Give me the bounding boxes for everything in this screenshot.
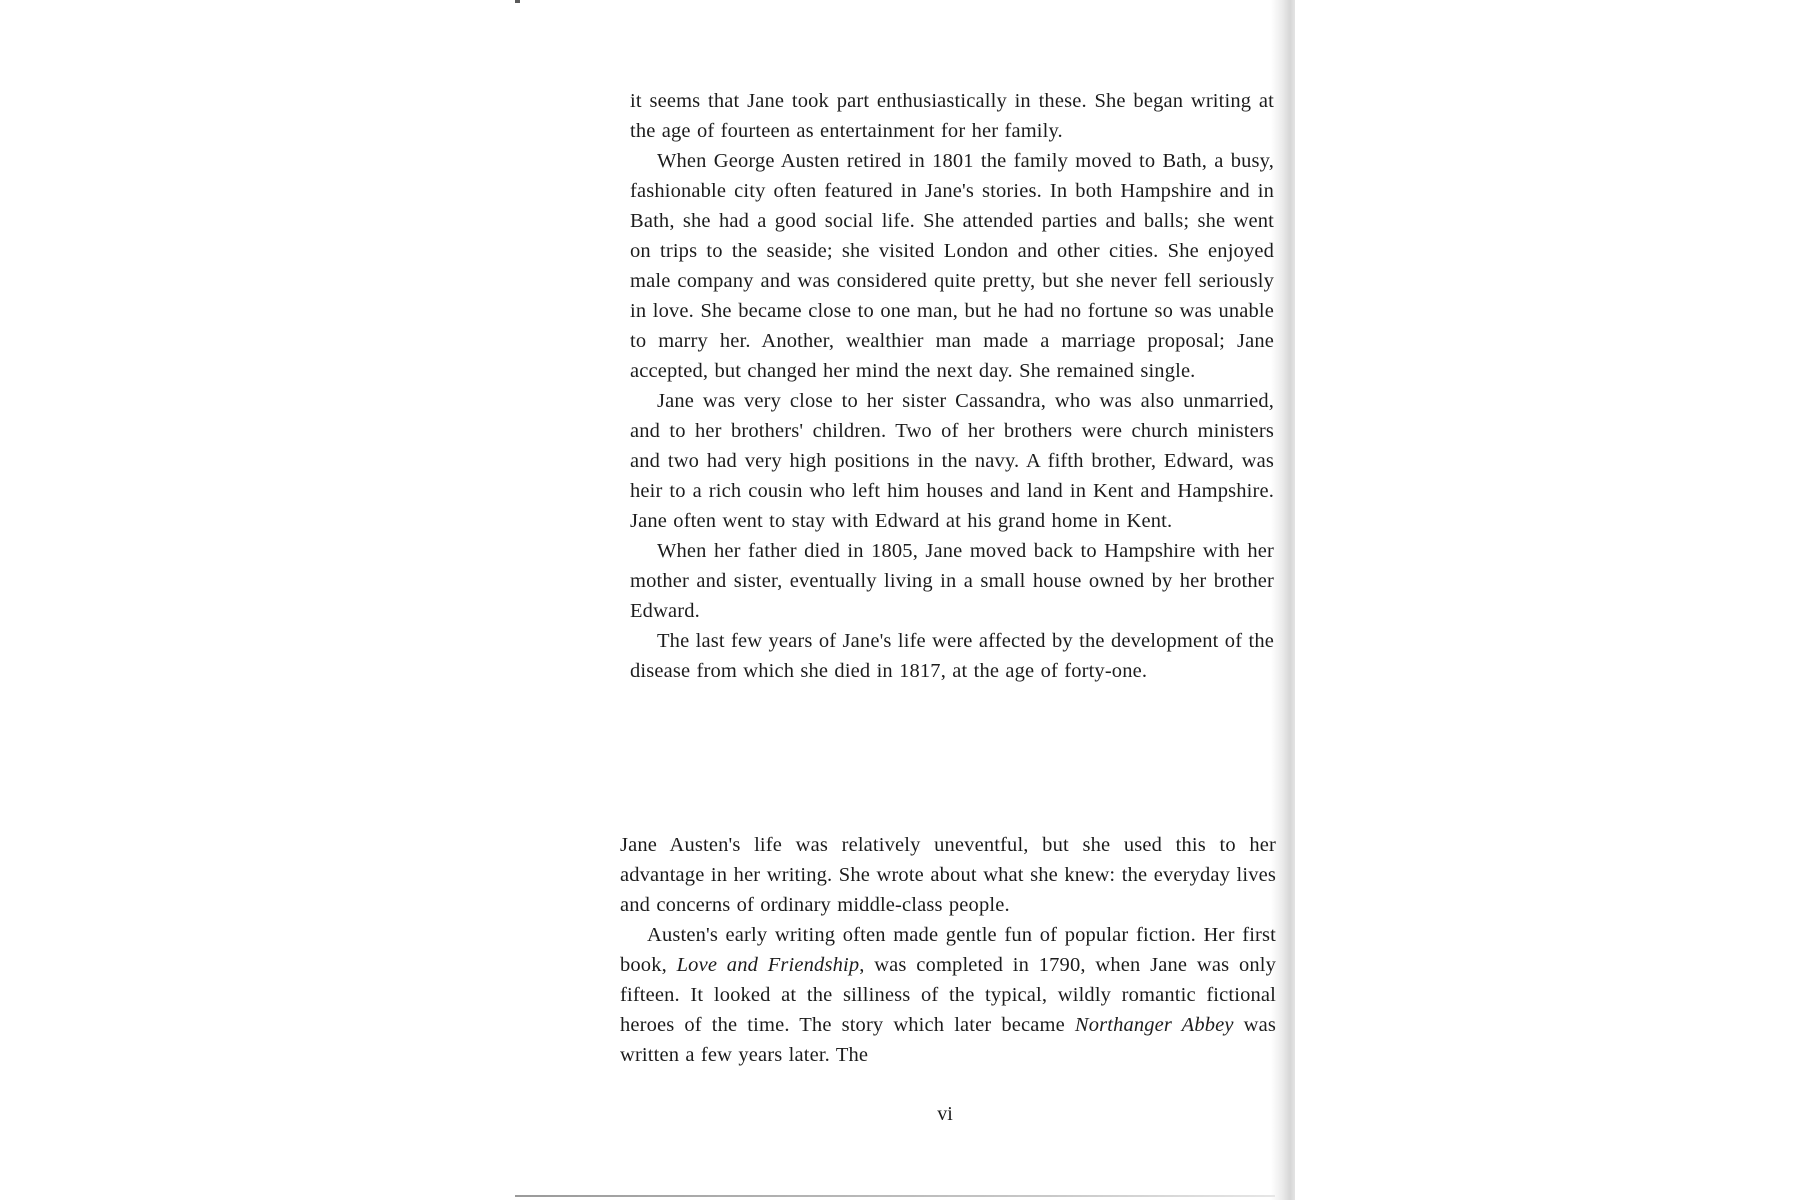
text-run: was written a few years later. The: [620, 1014, 1276, 1066]
book-title: Love and Friendship: [676, 954, 860, 976]
paragraph-father-death: When her father died in 1805, Jane moved back to Hampshire with her mother and sister, eventually living in a small house owned by her brother Edward.: [630, 540, 1274, 622]
book-title: Northanger Abbey: [1074, 1014, 1234, 1036]
paragraph-last-years: The last few years of Jane's life were affected by the development of the disease from which she died in 1817, at the age of forty-one.: [630, 630, 1274, 682]
paragraph-early-writing: it seems that Jane took part enthusiastically in these. She began writing at the age of fourteen as entertainment for her family.: [630, 90, 1274, 142]
text-run: Austen's early writing often made gentle fun of popular fiction. Her first book,: [620, 924, 1276, 976]
text-run: , was completed in 1790, when Jane was only fifteen. It looked at the silliness of the typical, wildly romantic fictional heroes of the time. The story which later became: [620, 954, 1276, 1036]
paragraph-move-to-bath: When George Austen retired in 1801 the family moved to Bath, a busy, fashionable city often featured in Jane's stories. In both Hampshire and in Bath, she had a good social life. She attended parties and balls; she went on trips to the seaside; she visited London and other cities. She enjoyed male company and was considered quite pretty, but she never fell seriously in love. She became close to one man, but he had no fortune so was unable to marry her. Another, wealthier man made a marriage proposal; Jane accepted, but changed her mind the next day. She remained single.: [630, 150, 1274, 382]
body-text-upper: [630, 86, 1274, 686]
body-text-lower: [620, 830, 1276, 1070]
text-run: Jane Austen's life was relatively uneventful, but she used this to her advantage in her writing. She wrote about what she knew: the everyday lives and concerns of ordinary middle-class people.: [620, 834, 1276, 916]
page-number: vi: [937, 1103, 953, 1125]
paragraph-writing-1: [620, 920, 1276, 1070]
paragraph-family-ties: Jane was very close to her sister Cassandra, who was also unmarried, and to her brothers' children. Two of her brothers were church ministers and two had very high positions in the navy. A fifth brother, Edward, was heir to a rich cousin who left him houses and land in Kent and Hampshire. Jane often went to stay with Edward at his grand home in Kent.: [630, 390, 1274, 532]
paragraph-writing-0: [620, 830, 1276, 920]
scan-bottom-edge: [515, 1195, 1275, 1197]
